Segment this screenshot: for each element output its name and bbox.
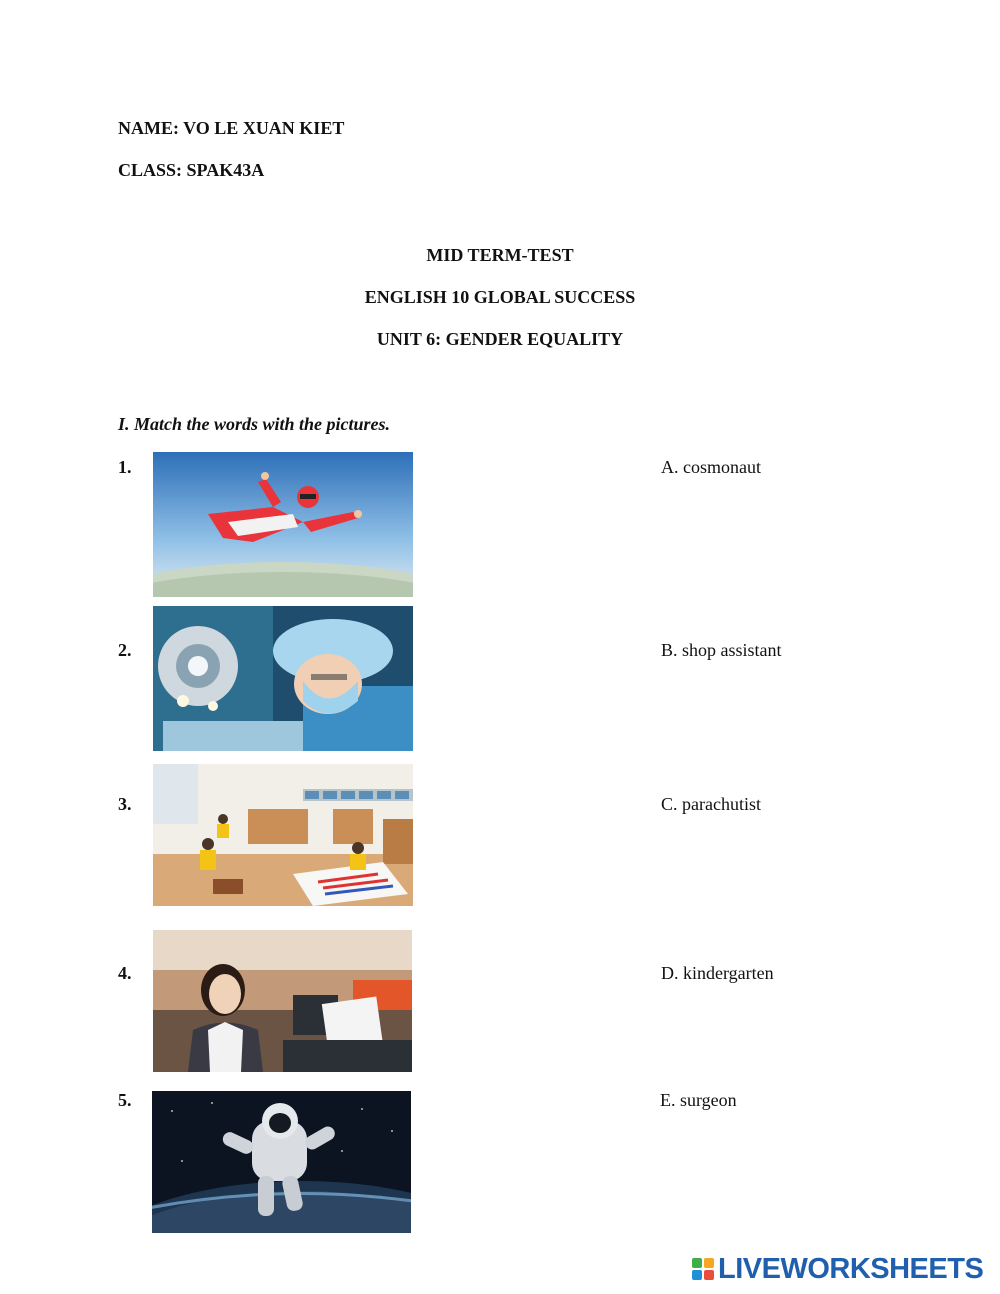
skydiver-photo	[153, 452, 413, 597]
liveworksheets-logo-icon	[692, 1258, 714, 1280]
unit-title: UNIT 6: GENDER EQUALITY	[376, 329, 624, 349]
option-b: B. shop assistant	[661, 640, 782, 660]
option-e: E. surgeon	[660, 1090, 737, 1110]
item-number-2: 2.	[118, 640, 132, 660]
option-c: C. parachutist	[661, 794, 761, 814]
section-instruction: I. Match the words with the pictures.	[118, 414, 391, 434]
item-number-1: 1.	[118, 457, 132, 477]
student-name: NAME: VO LE XUAN KIET	[118, 118, 345, 138]
item-number-4: 4.	[118, 963, 132, 983]
liveworksheets-logo-text: LIVEWORKSHEETS	[718, 1252, 984, 1285]
item-number-5: 5.	[118, 1090, 132, 1110]
test-title: MID TERM-TEST	[426, 245, 574, 265]
shop-assistant-photo	[153, 930, 412, 1072]
astronaut-photo	[152, 1091, 411, 1233]
course-title: ENGLISH 10 GLOBAL SUCCESS	[364, 287, 636, 307]
kindergarten-classroom-photo	[153, 764, 413, 906]
option-a: A. cosmonaut	[661, 457, 761, 477]
student-class: CLASS: SPAK43A	[118, 160, 265, 180]
liveworksheets-logo	[692, 1254, 983, 1284]
option-d: D. kindergarten	[661, 963, 774, 983]
item-number-3: 3.	[118, 794, 132, 814]
surgeon-photo	[153, 606, 413, 751]
